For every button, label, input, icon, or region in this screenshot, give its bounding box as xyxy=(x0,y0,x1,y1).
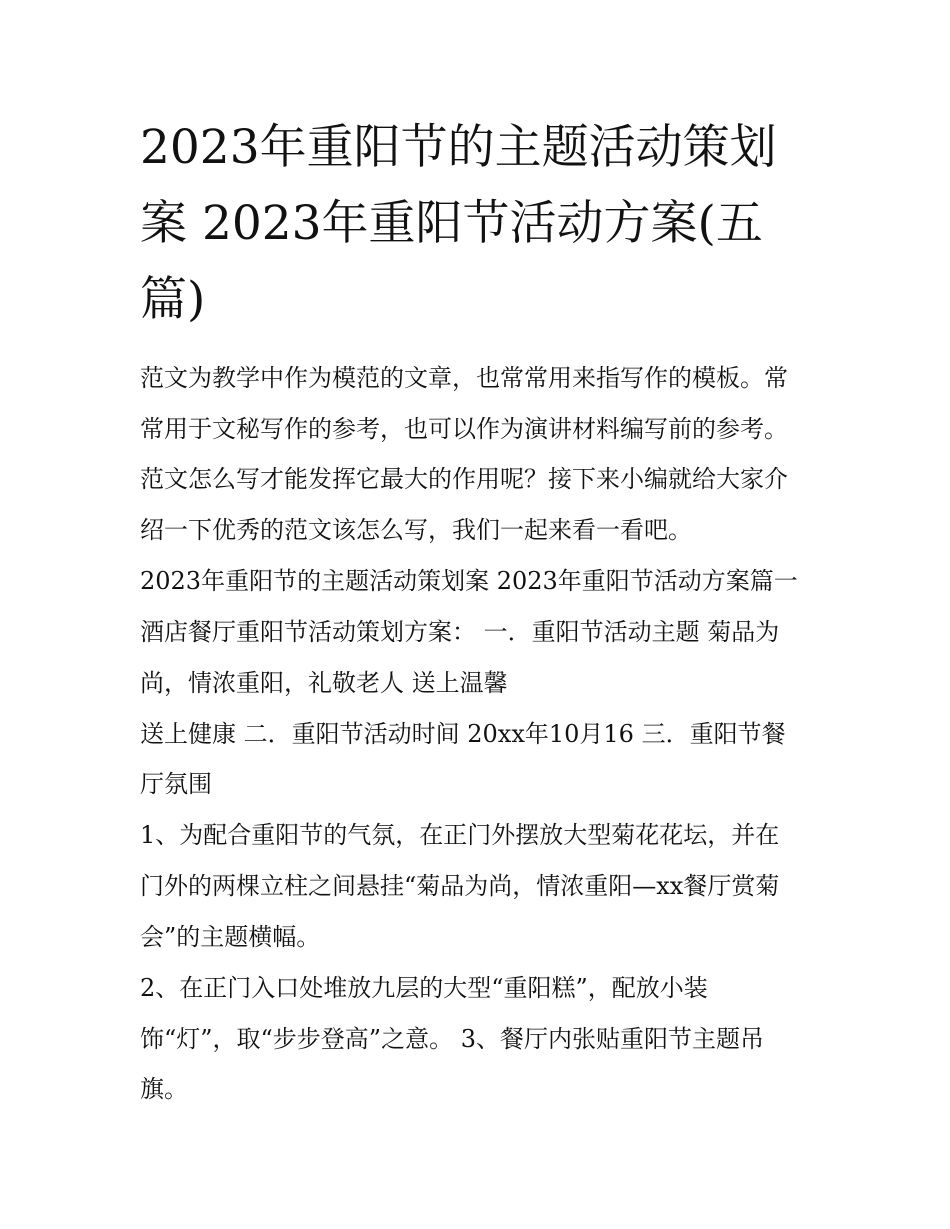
body-line: 绍一下优秀的范文该怎么写，我们一起来看一看吧。 xyxy=(140,516,692,544)
body-line: 门外的两棵立柱之间悬挂“菊品为尚，情浓重阳—xx餐厅赏菊 xyxy=(140,872,780,900)
title-line: 案 2023年重阳节活动方案(五 xyxy=(140,196,763,251)
body-line: 2、在正门入口处堆放九层的大型“重阳糕”，配放小装 xyxy=(140,974,708,1002)
body-line: 会”的主题横幅。 xyxy=(140,923,321,951)
body-line: 2023年重阳节的主题活动策划案 2023年重阳节活动方案篇一 xyxy=(140,567,798,595)
document-title xyxy=(140,110,820,338)
body-line: 常用于文秘写作的参考，也可以作为演讲材料编写前的参考。 xyxy=(140,415,788,443)
title-line: 篇) xyxy=(140,272,206,327)
title-line: 2023年重阳节的主题活动策划 xyxy=(140,120,777,175)
body-line: 饰“灯”，取“步步登高”之意。 3、餐厅内张贴重阳节主题吊 xyxy=(140,1025,764,1053)
body-line: 旗。 xyxy=(140,1075,188,1103)
body-line: 酒店餐厅重阳节活动策划方案： 一．重阳节活动主题 菊品为 xyxy=(140,618,780,646)
body-line: 送上健康 二．重阳节活动时间 20xx年10月16 三．重阳节餐 xyxy=(140,720,786,748)
body-line: 尚，情浓重阳，礼敬老人 送上温馨 xyxy=(140,669,508,697)
body-line: 1、为配合重阳节的气氛，在正门外摆放大型菊花花坛，并在 xyxy=(140,821,780,849)
body-line: 范文为教学中作为模范的文章，也常常用来指写作的模板。常 xyxy=(140,364,788,392)
body-line: 厅氛围 xyxy=(140,770,212,798)
body-line: 范文怎么写才能发挥它最大的作用呢？接下来小编就给大家介 xyxy=(140,465,788,493)
